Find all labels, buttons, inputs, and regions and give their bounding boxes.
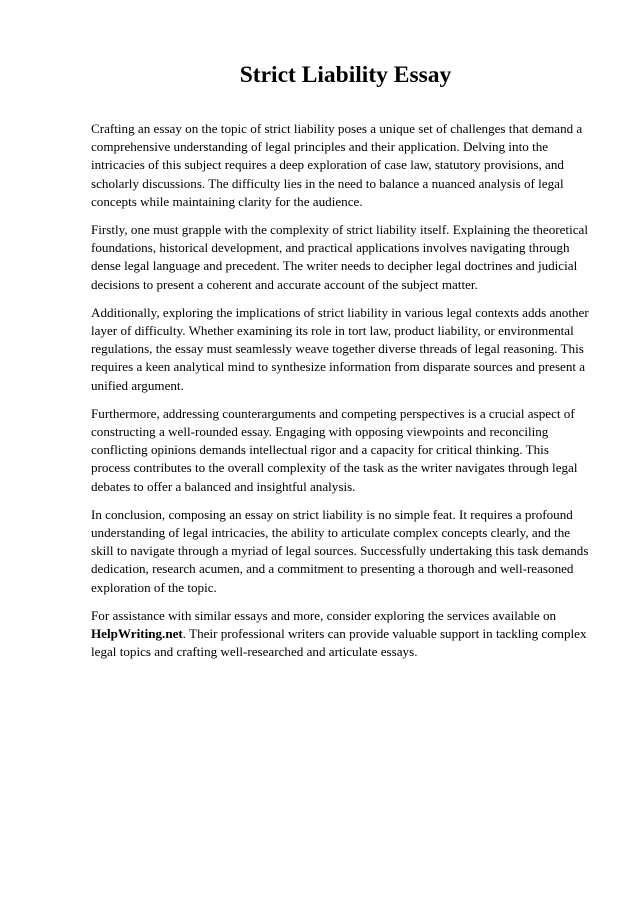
paragraph-furthermore: Furthermore, addressing counterarguments and competing perspectives is a crucial aspect of constructing a well-rounded essay. Engaging with opposing viewpoints and reconciling conflicting opinions demands intellectual rigor and a capacity for critical thinking. This process contributes to the overall complexity of the task as the writer navigates through legal debates to offer a balanced and insightful analysis. — [91, 405, 578, 494]
paragraph-conclusion: In conclusion, composing an essay on strict liability is no simple feat. It requires a profound understanding of legal intricacies, the ability to articulate complex concepts clearly, and the skill to navigate through a myriad of legal sources. Successfully undertaking this task demands dedication, research acumen, and a commitment to presenting a thorough and well-reasoned exploration of the topic. — [91, 506, 589, 595]
closing-text-before: For assistance with similar essays and more, consider exploring the services available on — [91, 607, 557, 623]
closing-text-after: . Their professional writers can provide valuable support in tackling complex legal topics and crafting well-researched and articulate essays. — [91, 626, 587, 660]
paragraph-additionally: Additionally, exploring the implications of strict liability in various legal contexts adds another layer of difficulty. Whether examining its role in tort law, product liability, or environmental regulations, the essay must seamlessly weave together diverse threads of legal reasoning. This requires a keen analytical mind to synthesize information from disparate sources and present a unified argument. — [91, 304, 589, 393]
helpwriting-link[interactable]: HelpWriting.net — [91, 626, 183, 642]
paragraph-intro: Crafting an essay on the topic of strict liability poses a unique set of challenges that demand a comprehensive understanding of legal principles and their application. Delving into the intricacies of this subject requires a deep exploration of case law, statutory provisions, and scholarly discussions. The difficulty lies in the need to balance a nuanced analysis of legal concepts while maintaining clarity for the audience. — [91, 121, 583, 209]
paragraph-closing — [91, 607, 590, 662]
document-title: Strict Liability Essay — [239, 62, 452, 88]
paragraph-firstly: Firstly, one must grapple with the complexity of strict liability itself. Explaining the theoretical foundations, historical development, and practical applications involves navigating through dense legal language and precedent. The writer needs to decipher legal doctrines and judicial decisions to present a coherent and accurate account of the subject matter. — [91, 222, 588, 292]
